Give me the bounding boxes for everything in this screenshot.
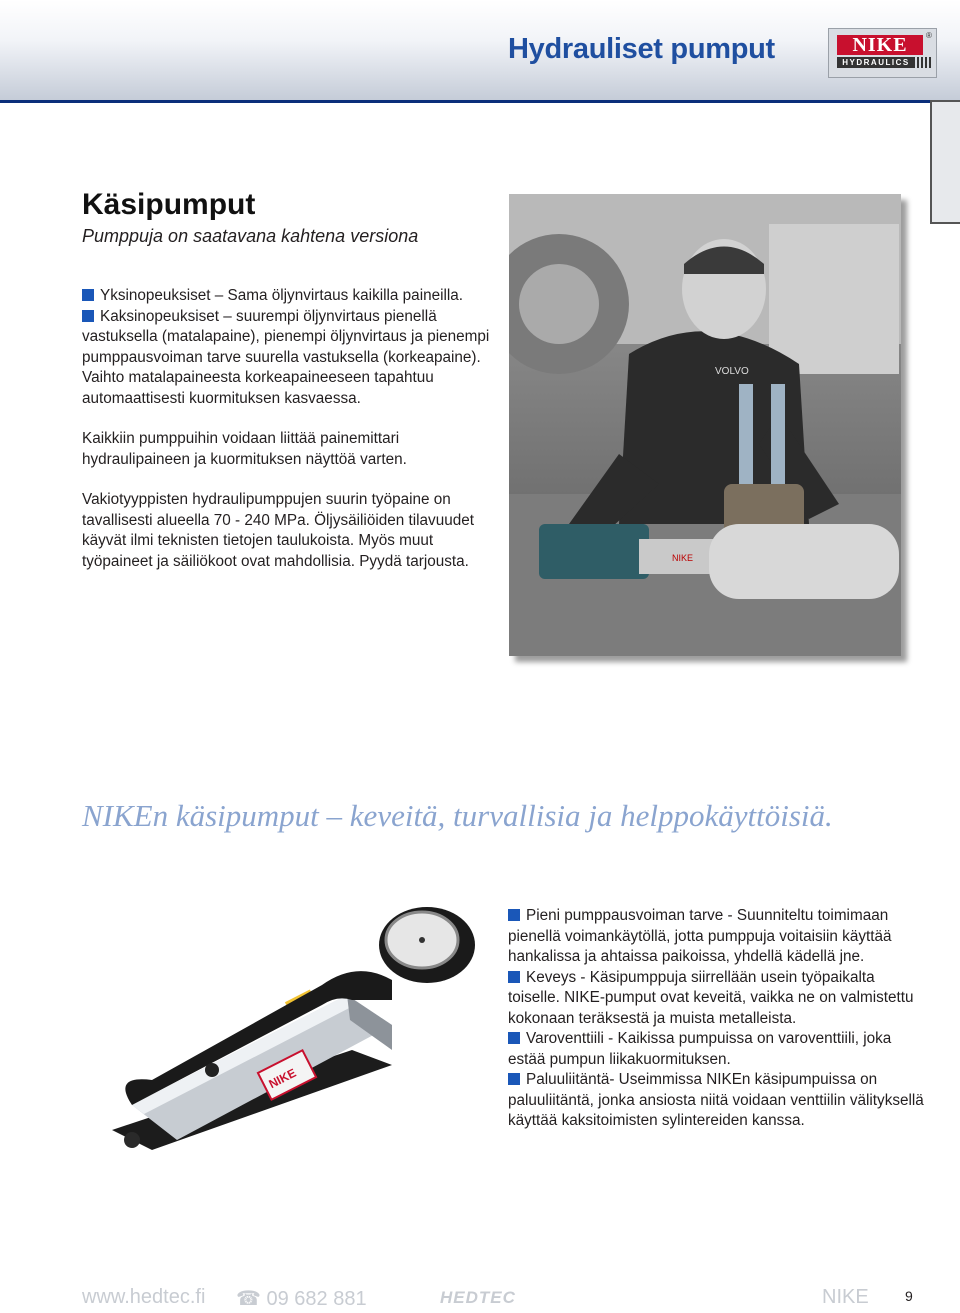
slogan: NIKEn käsipumput – keveitä, turvallisia ja helppokäyttöisiä. xyxy=(82,798,833,833)
hand-pump-image xyxy=(92,900,482,1190)
footer-brand: NIKE xyxy=(822,1286,869,1308)
feature-item: Paluuliitäntä- Useimmissa NIKEn käsipumpuissa on paluuliitäntä, jonka ansiosta niitä voidaan venttiilin välityksellä käyttää kaksitoimisten sylintereiden kanssa. xyxy=(508,1071,924,1129)
section-title: Käsipumput xyxy=(82,188,256,221)
logo-registered-mark: ® xyxy=(926,31,932,40)
bullet-square-icon xyxy=(82,289,94,301)
side-tab xyxy=(930,100,960,224)
nike-hydraulics-logo xyxy=(828,28,937,78)
bullet-square-icon xyxy=(82,310,94,322)
feature-item: Pieni pumppausvoiman tarve - Suunniteltu toimimaan pienellä voimankäytöllä, jotta pumppuja voitaisiin käyttää hankalissa ja ahtaissa paikoissa, yhdellä kädellä jne. xyxy=(508,907,892,965)
intro-bullet: Yksinopeuksiset – Sama öljynvirtaus kaikilla paineilla. xyxy=(82,286,502,307)
logo-subtext: HYDRAULICS xyxy=(837,57,915,68)
pump-tag-text: NIKE xyxy=(672,553,694,563)
bullet-square-icon xyxy=(508,1032,520,1044)
feature-list xyxy=(508,906,928,1132)
section-subtitle: Pumppuja on saatavana kahtena versiona xyxy=(82,226,419,246)
footer-website-link[interactable]: www.hedtec.fi xyxy=(82,1286,206,1308)
intro-text xyxy=(82,286,502,592)
bullet-square-icon xyxy=(508,1073,520,1085)
feature-item: Keveys - Käsipumppuja siirrellään usein työpaikalta toiselle. NIKE-pumput ovat keveitä, vaikka ne on valmistettu kokonaan teräksestä ja muista metalleista. xyxy=(508,968,914,1027)
intro-paragraph: Kaikkiin pumppuihin voidaan liittää painemittari hydraulipaineen ja kuormituksen näyttöä varten. xyxy=(82,430,407,468)
footer-phone: ☎ 09 682 881 xyxy=(236,1288,367,1310)
intro-bullet: Kaksinopeuksiset – suurempi öljynvirtaus pienellä vastuksella (matalapaine), pienempi öljynvirtaus ja pienempi pumppausvoiman tarve suurella vastuksella (korkeapaine). Vaihto matalapaineesta korkeapaineeseen tapahtuu automaattisesti kuormituksen kasvaessa. xyxy=(82,307,490,407)
bullet-square-icon xyxy=(508,971,520,983)
shirt-logo-text: VOLVO xyxy=(715,366,749,377)
page-header xyxy=(0,0,960,103)
phone-icon: ☎ xyxy=(236,1288,261,1310)
feature-item: Varoventtiili - Kaikissa pumpuissa on varoventtiili, joka estää pumpun liikakuormituksen. xyxy=(508,1030,892,1068)
page-number: 9 xyxy=(905,1288,913,1304)
logo-stripes xyxy=(917,57,931,68)
header-title: Hydrauliset pumput xyxy=(508,33,775,65)
logo-text: NIKE xyxy=(837,35,923,55)
worker-photo xyxy=(509,194,901,656)
pump-label-text: NIKE xyxy=(266,1065,299,1092)
worker-photo-illustration xyxy=(509,194,901,656)
page-footer xyxy=(0,1282,960,1313)
intro-paragraph: Vakiotyyppisten hydraulipumppujen suurin työpaine on tavallisesti alueella 70 - 240 MPa. Öljysäiliöiden tilavuudet käyvät ilmi teknisten tietojen taulukoista. Myös muut työpaineet ja säiliökoot ovat mahdollisia. Pyydä tarjousta. xyxy=(82,491,474,570)
bullet-square-icon xyxy=(508,909,520,921)
hand-pump-illustration xyxy=(92,900,482,1190)
footer-company-logo: HEDTEC xyxy=(440,1288,516,1307)
